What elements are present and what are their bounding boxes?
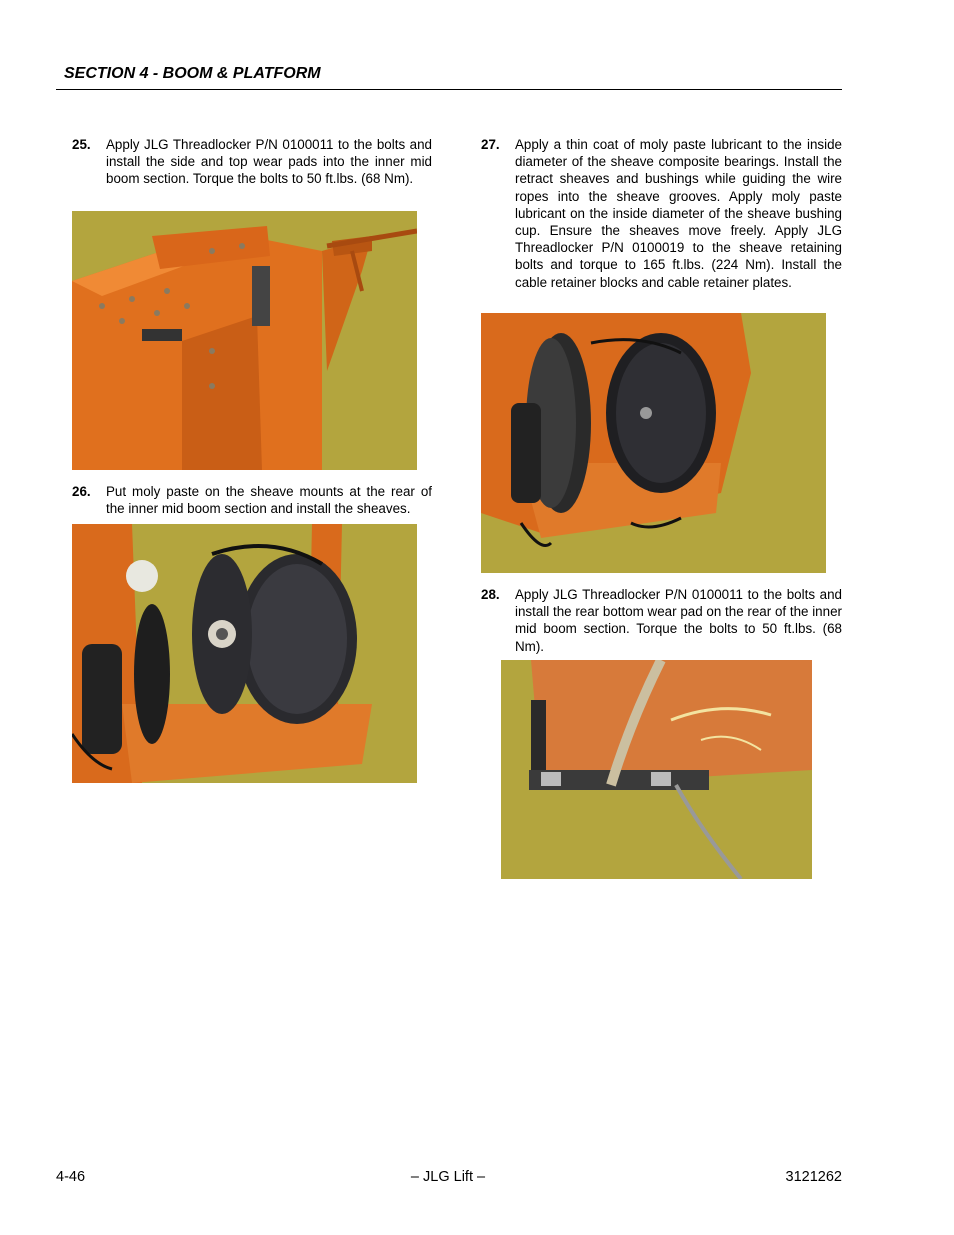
step-text: Apply a thin coat of moly paste lubricant to the inside diameter of the sheave composite bearings. Install the retract sheaves and bushings while guiding the wire ropes into the sheave grooves. Apply moly paste lubricant on the inside diameter of the sheave bushing cup. Ensure the sheaves move freely. Apply JLG Threadlocker P/N 0100019 to the sheave retaining bolts and torque to 165 ft.lbs. (224 Nm). Install the cable retainer blocks and cable retainer plates. <box>515 137 842 290</box>
page-number: 4-46 <box>56 1169 86 1185</box>
step-number: 28. <box>481 587 500 602</box>
footer-center-text: – JLG Lift – <box>410 1169 486 1185</box>
step-number: 26. <box>72 484 91 499</box>
step-text: Apply JLG Threadlocker P/N 0100011 to the bolts and install the rear bottom wear pad on the rear of the inner mid boom section. Torque the bolts to 50 ft.lbs. (68 Nm). <box>515 587 842 654</box>
section-header-title: SECTION 4 - BOOM & PLATFORM <box>64 65 321 82</box>
step-text: Put moly paste on the sheave mounts at the rear of the inner mid boom section and install the sheaves. <box>106 484 432 517</box>
photo-retract-sheaves <box>481 313 826 573</box>
photo-rear-bottom-wear-pad <box>501 660 812 879</box>
header-rule <box>56 89 842 90</box>
step-number: 27. <box>481 137 500 152</box>
photo-wear-pads-installed <box>72 211 417 470</box>
photo-sheaves-installed <box>72 524 417 783</box>
document-number: 3121262 <box>785 1169 842 1185</box>
step-28 <box>481 586 842 655</box>
step-text: Apply JLG Threadlocker P/N 0100011 to the bolts and install the side and top wear pads into the inner mid boom section. Torque the bolts to 50 ft.lbs. (68 Nm). <box>106 137 432 187</box>
step-number: 25. <box>72 137 91 152</box>
step-26 <box>72 483 432 517</box>
step-27 <box>481 136 842 291</box>
step-25 <box>72 136 432 188</box>
